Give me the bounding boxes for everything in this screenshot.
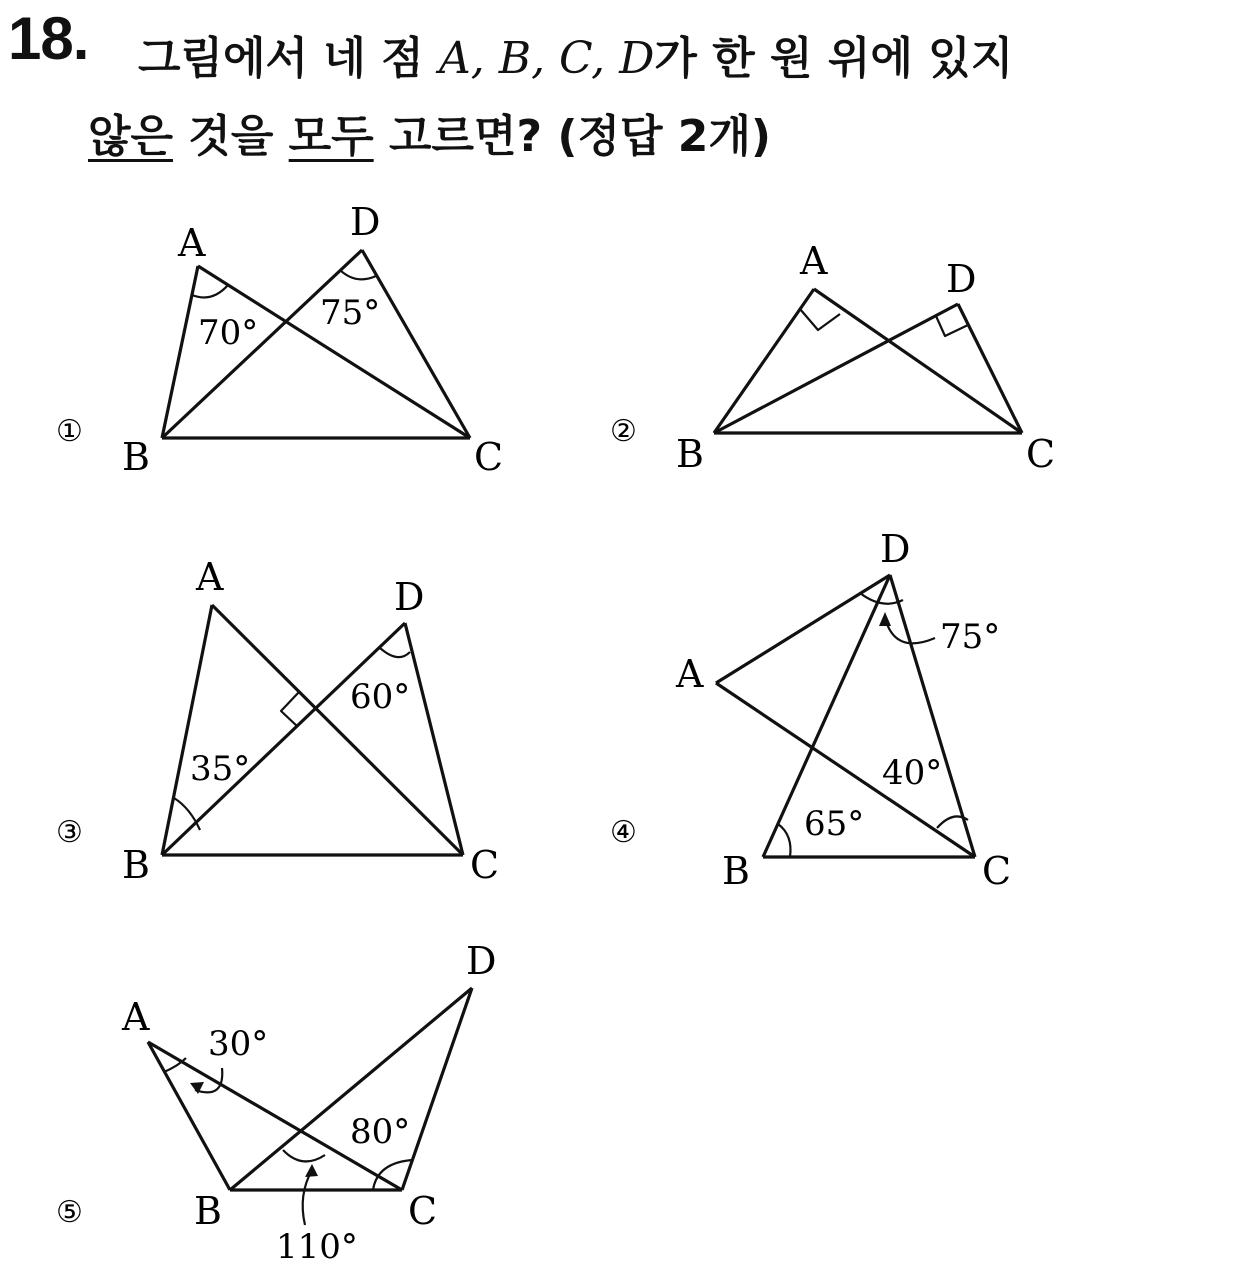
fig4-label-d: D xyxy=(880,527,911,571)
fig3-angle-arc-b xyxy=(174,798,200,830)
fig3-angle-arc-d xyxy=(380,648,410,657)
fig5-angle-a: 30° xyxy=(208,1024,269,1064)
fig3-label-c: C xyxy=(470,843,500,887)
fig4-angle-arc-b xyxy=(778,824,791,857)
fig2-label-b: B xyxy=(676,432,704,476)
fig4-label-b: B xyxy=(722,849,750,893)
fig2-segment-dc xyxy=(958,304,1022,433)
fig3-angle-d: 60° xyxy=(350,677,411,717)
fig3-angle-b: 35° xyxy=(190,749,251,789)
fig3-segment-ab xyxy=(162,605,212,855)
fig2-segment-bd xyxy=(714,304,958,433)
fig2-right-angle-d xyxy=(936,316,968,336)
fig2-label-c: C xyxy=(1026,432,1056,476)
fig3-segment-bd xyxy=(162,623,405,855)
fig4-angle-c: 40° xyxy=(882,753,943,793)
fig3-label-d: D xyxy=(394,575,425,619)
fig3-label-a: A xyxy=(196,555,224,599)
fig5-label-a: A xyxy=(122,995,150,1039)
fig5-angle-c: 80° xyxy=(350,1112,411,1152)
fig4-label-c: C xyxy=(982,849,1012,893)
fig5-arrow-icon-x xyxy=(305,1164,318,1177)
option-mark-1: ① xyxy=(56,414,83,449)
fig1-label-b: B xyxy=(122,435,150,479)
option-mark-4: ④ xyxy=(610,815,637,850)
question-text-2b: 것을 xyxy=(173,111,289,162)
option-mark-2: ② xyxy=(610,414,637,449)
fig2-label-d: D xyxy=(946,257,977,301)
fig4-arrow-icon xyxy=(879,612,891,626)
figure-3 xyxy=(162,605,463,855)
question-points: A, B, C, D xyxy=(438,33,655,84)
fig5-label-b: B xyxy=(194,1189,222,1233)
question-number: 18. xyxy=(8,5,89,72)
fig1-segment-bd xyxy=(162,250,362,438)
fig1-angle-a: 70° xyxy=(198,313,259,353)
question-emphasis-all: 모두 xyxy=(288,111,374,162)
fig2-segment-ab xyxy=(714,289,814,433)
fig5-angle-x: 110° xyxy=(276,1227,358,1267)
fig4-label-a: A xyxy=(676,652,704,696)
option-mark-3: ③ xyxy=(56,815,83,850)
question-text-1b: 가 한 원 위에 있지 xyxy=(654,33,1014,84)
fig1-segment-dc xyxy=(362,250,470,438)
question-text-1a: 그림에서 네 점 xyxy=(138,33,439,84)
fig3-right-angle xyxy=(281,692,299,727)
question-text-2d: 고르면? (정답 2개) xyxy=(373,111,772,162)
fig4-segment-ad xyxy=(716,575,890,683)
fig1-label-d: D xyxy=(350,200,381,244)
option-mark-5: ⑤ xyxy=(56,1195,83,1230)
figure-2 xyxy=(714,289,1022,433)
fig2-segment-ac xyxy=(814,289,1022,433)
fig5-angle-arc-x xyxy=(283,1150,325,1161)
fig3-segment-dc xyxy=(405,623,463,855)
fig1-label-a: A xyxy=(178,221,206,265)
fig1-label-c: C xyxy=(474,435,504,479)
fig5-angle-arc-a xyxy=(164,1058,186,1072)
fig5-label-c: C xyxy=(408,1189,438,1233)
fig5-angle-pointer-x xyxy=(303,1170,312,1225)
fig4-angle-b: 65° xyxy=(804,804,865,844)
fig3-label-b: B xyxy=(122,843,150,887)
question-emphasis-not: 않은 xyxy=(88,111,174,162)
fig2-right-angle-a xyxy=(800,309,840,330)
fig2-label-a: A xyxy=(800,239,828,283)
fig1-angle-arc-d xyxy=(340,270,376,279)
fig3-segment-ac xyxy=(212,605,463,855)
fig1-angle-d: 75° xyxy=(320,293,381,333)
fig5-label-d: D xyxy=(466,939,497,983)
fig1-segment-ab xyxy=(162,266,198,438)
fig4-angle-d: 75° xyxy=(940,617,1001,657)
fig1-angle-arc-a xyxy=(192,285,228,297)
